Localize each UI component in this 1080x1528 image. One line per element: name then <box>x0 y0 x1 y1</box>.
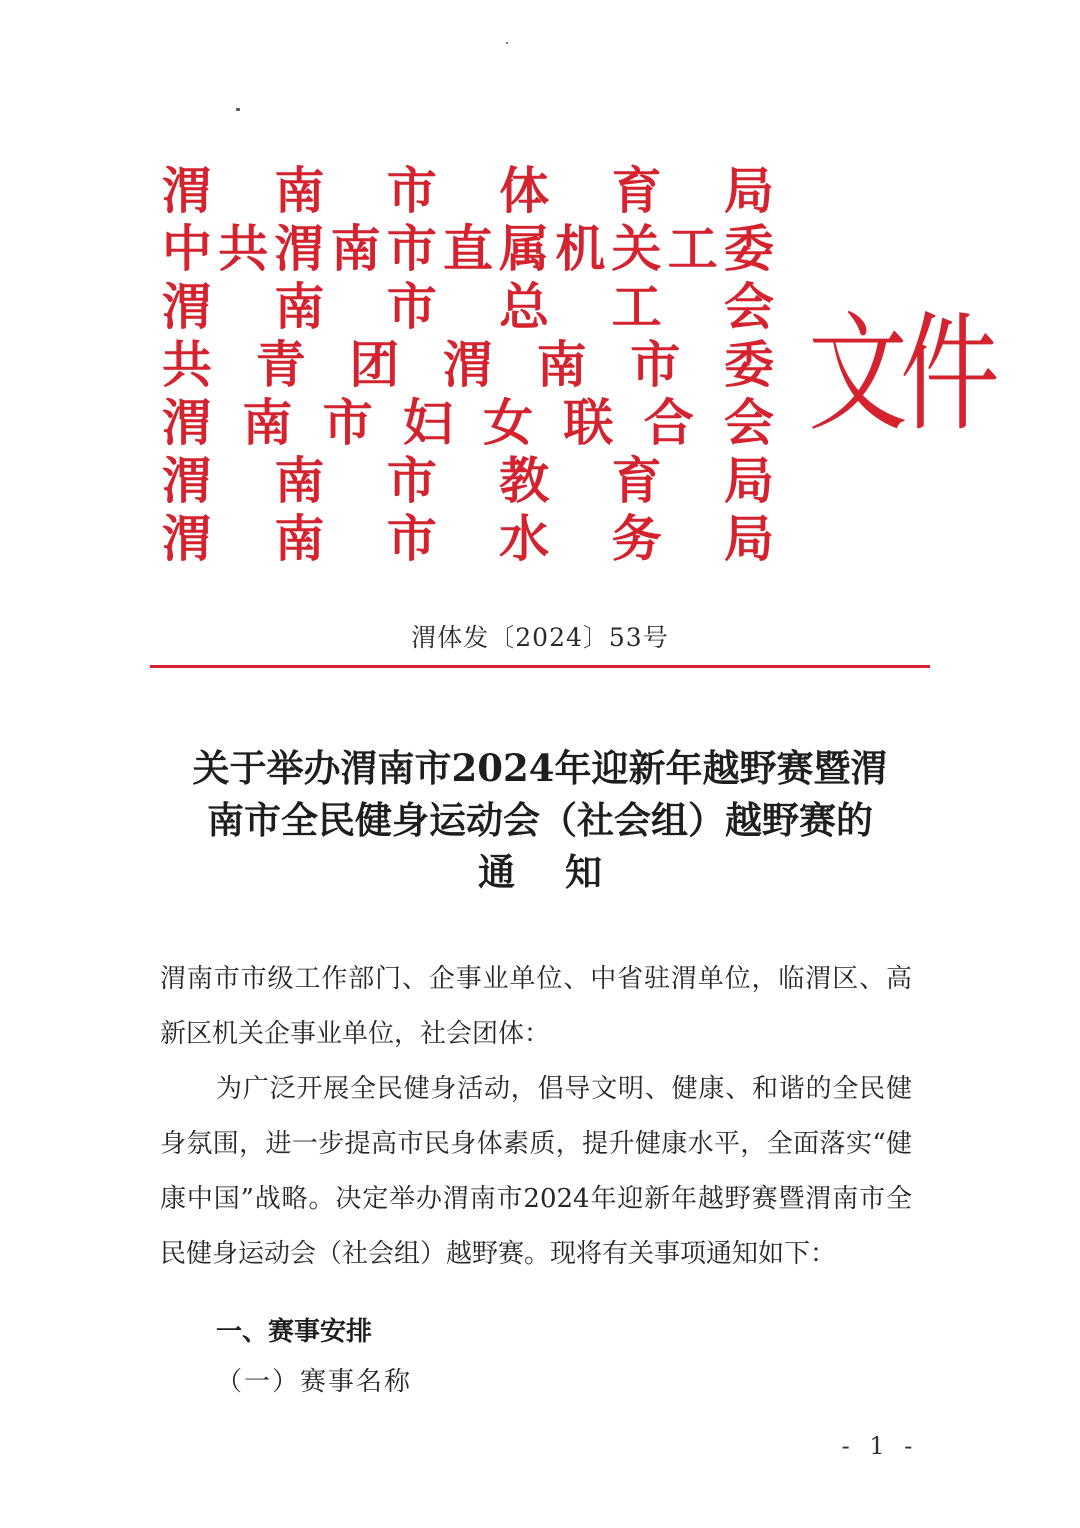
issuer-char: 局 <box>723 452 774 510</box>
issuer-char: 合 <box>643 394 694 452</box>
issuer-line <box>162 220 774 278</box>
page-number: - 1 - <box>841 1432 919 1460</box>
document-body <box>160 952 912 1282</box>
issuer-char: 渭 <box>162 278 212 336</box>
issuer-line <box>162 510 774 568</box>
issuer-char: 体 <box>499 162 550 220</box>
document-title <box>150 742 930 898</box>
issuer-char: 中 <box>162 220 212 278</box>
issuer-char: 工 <box>667 220 718 278</box>
issuer-char: 联 <box>563 394 614 452</box>
subsection-heading: （一）赛事名称 <box>216 1367 413 1397</box>
scan-speck <box>236 108 240 111</box>
red-divider <box>150 665 930 668</box>
issuer-char: 属 <box>499 220 550 278</box>
section-heading: 一、赛事安排 <box>216 1317 373 1347</box>
issuer-char: 委 <box>723 336 774 394</box>
document-number: 渭体发〔2024〕53号 <box>411 623 669 652</box>
issuer-char: 育 <box>611 162 662 220</box>
issuer-char: 务 <box>611 510 662 568</box>
issuer-line <box>162 452 774 510</box>
document-mark: 文件 <box>808 300 993 449</box>
issuer-char: 南 <box>274 452 325 510</box>
issuer-char: 育 <box>611 452 662 510</box>
issuer-char: 团 <box>349 336 400 394</box>
issuer-char: 青 <box>255 336 306 394</box>
issuer-char: 会 <box>723 394 774 452</box>
issuer-char: 南 <box>330 220 381 278</box>
issuer-char: 南 <box>536 336 587 394</box>
issuer-char: 市 <box>386 510 437 568</box>
issuer-char: 水 <box>499 510 550 568</box>
issuer-char: 市 <box>386 220 437 278</box>
issuer-line <box>162 278 774 336</box>
issuer-char: 局 <box>723 510 774 568</box>
issuer-char: 市 <box>322 394 373 452</box>
issuer-char: 女 <box>483 394 534 452</box>
issuer-char: 市 <box>386 162 437 220</box>
intro-paragraph: 为广泛开展全民健身活动，倡导文明、健康、和谐的全民健身氛围，进一步提高市民身体素质，提升健康水平，全面落实“健康中国”战略。决定举办渭南市2024年迎新年越野赛暨渭南市全民健身运动会（社会组）越野赛。现将有关事项通知如下： <box>160 1074 912 1269</box>
issuer-char: 渭 <box>162 510 212 568</box>
title-line-2: 南市全民健身运动会（社会组）越野赛的 <box>207 798 873 842</box>
issuer-char: 渭 <box>162 162 212 220</box>
issuer-char: 教 <box>499 452 550 510</box>
issuer-line <box>162 394 774 452</box>
title-line-3: 通知 <box>478 850 652 894</box>
issuer-char: 机 <box>555 220 606 278</box>
scan-speck <box>506 42 508 44</box>
issuer-char: 市 <box>386 452 437 510</box>
issuer-char: 工 <box>611 278 662 336</box>
title-line-1: 关于举办渭南市2024年迎新年越野赛暨渭 <box>192 746 888 790</box>
issuer-char: 直 <box>442 220 493 278</box>
issuer-char: 市 <box>386 278 437 336</box>
issuer-char: 会 <box>723 278 774 336</box>
issuer-char: 妇 <box>402 394 453 452</box>
issuer-char: 总 <box>499 278 550 336</box>
issuer-char: 渭 <box>274 220 325 278</box>
issuer-char: 南 <box>274 162 325 220</box>
issuer-char: 渭 <box>162 394 212 452</box>
issuer-char: 共 <box>218 220 269 278</box>
issuer-char: 关 <box>611 220 662 278</box>
issuer-char: 局 <box>723 162 774 220</box>
issuer-char: 市 <box>630 336 681 394</box>
issuer-char: 南 <box>242 394 293 452</box>
issuer-char: 渭 <box>162 452 212 510</box>
issuer-block <box>162 162 774 568</box>
issuer-line <box>162 336 774 394</box>
recipients-paragraph: 渭南市市级工作部门、企事业单位、中省驻渭单位，临渭区、高新区机关企事业单位，社会团体： <box>160 964 912 1049</box>
issuer-char: 渭 <box>442 336 493 394</box>
issuer-char: 南 <box>274 510 325 568</box>
issuer-char: 南 <box>274 278 325 336</box>
issuer-line <box>162 162 774 220</box>
issuer-char: 委 <box>723 220 774 278</box>
issuer-char: 共 <box>162 336 212 394</box>
